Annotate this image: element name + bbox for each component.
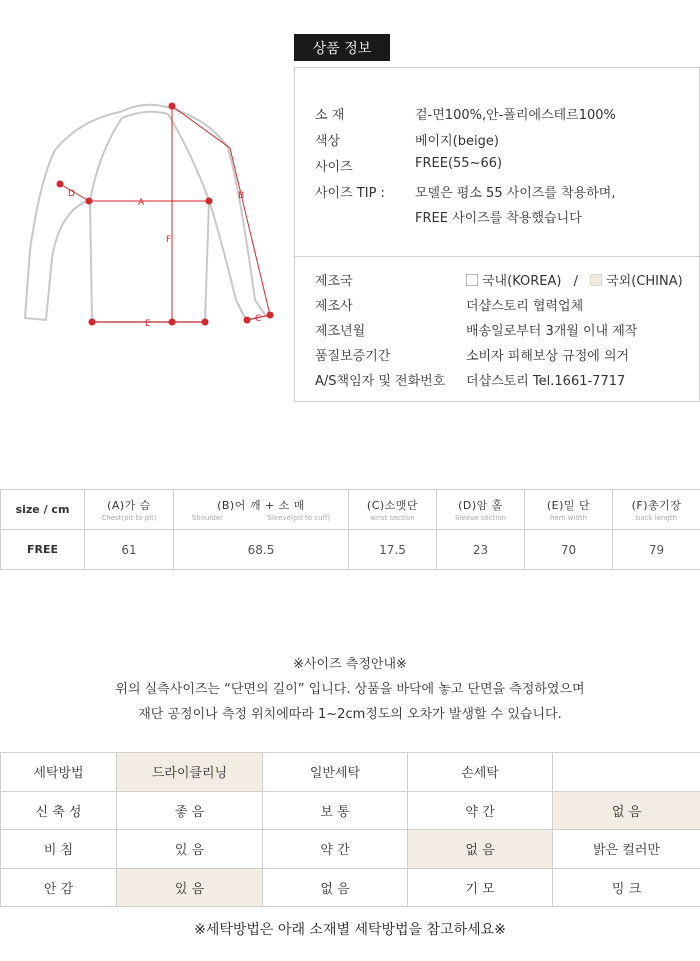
size-table [0,489,700,570]
info-row-size [315,156,689,176]
size-value-armhole: 23 [437,530,525,570]
info-row-color [315,130,689,150]
size-value-shoulder-sleeve: 68.5 [174,530,349,570]
point-e-right [202,319,208,325]
wash-table [0,752,700,907]
label-b: B [238,191,245,201]
wash-cell: 약 간 [408,791,553,830]
info-key: 색상 [315,134,341,149]
info-key: 제조국 [315,274,353,289]
wash-footer-note: ※세탁방법은 아래 소재별 세탁방법을 참고하세요※ [194,922,506,938]
product-info-title: 상품 정보 [294,34,390,61]
info-key: 제조사 [315,299,353,314]
info-key: 품질보증기간 [315,349,391,364]
wash-cell: 보 통 [263,791,408,830]
label-a: A [138,198,145,208]
info-value: 더샵스토리 Tel.1661-7717 [466,374,626,389]
wash-cell: 기 모 [408,868,553,907]
product-info-box [294,67,700,402]
info-row-warranty [315,345,689,365]
origin-korea-checkbox[interactable] [466,274,478,286]
info-key: 소 재 [315,108,345,123]
origin-china-checkbox[interactable] [590,274,602,286]
wash-cell: 있 음 [117,868,263,907]
label-e: E [145,319,151,329]
wash-cell: 좋 음 [117,791,263,830]
info-row-origin [315,270,689,290]
wash-cell: 밍 크 [553,868,700,907]
size-col-shoulder-sleeve: (B)어 깨 + 소 매 Shoulder Sleeve(pit to cuff) [174,490,349,530]
point-a-right [206,198,212,204]
wash-cell: 없 음 [263,868,408,907]
wash-cell: 드라이클리닝 [117,753,263,792]
size-col-chest: (A)가 슴 Chest(pit to pit) [85,490,174,530]
info-value: 모델은 평소 55 사이즈를 착용하며, [415,186,616,201]
size-table-row [1,530,700,570]
label-f: F [166,235,172,245]
info-row-as [315,370,689,390]
size-value-hem: 70 [525,530,613,570]
size-table-header [1,490,700,530]
wash-cell: 밝은 컬러만 [553,830,700,869]
wash-row-label: 신 축 성 [1,791,117,830]
info-row-date [315,320,689,340]
point-e-left [89,319,95,325]
origin-china-label: 국외(CHINA) [606,274,683,289]
size-col-armhole: (D)암 홀 Sleeve section [437,490,525,530]
size-col-wrist: (C)소맷단 wrist section [349,490,437,530]
wash-cell: 있 음 [117,830,263,869]
wash-cell: 없 음 [553,791,700,830]
info-value: 더샵스토리 협력업체 [466,299,584,314]
info-key: A/S책임자 및 전화번호 [315,374,446,389]
size-corner-cell: size / cm [1,490,85,530]
info-value: FREE 사이즈를 착용했습니다 [415,211,582,226]
info-value: FREE(55~66) [415,156,503,171]
wash-cell: 약 간 [263,830,408,869]
info-key: 사이즈 [315,160,353,175]
size-value-wrist: 17.5 [349,530,437,570]
origin-options [466,270,683,289]
wash-cell: 일반세탁 [263,753,408,792]
size-col-hem: (E)밑 단 hem width [525,490,613,530]
origin-korea-label: 국내(KOREA) [482,274,562,289]
size-col-length: (F)총기장 back length [613,490,700,530]
info-divider [295,256,699,257]
point-f-bottom [169,319,175,325]
wash-cell: 없 음 [408,830,553,869]
point-d [57,181,63,187]
size-value-chest: 61 [85,530,174,570]
notice-title: ※사이즈 측정안내※ [293,657,407,672]
wash-row-label: 비 침 [1,830,117,869]
label-d: D [68,189,75,199]
info-row-maker [315,295,689,315]
origin-separator: / [573,274,578,289]
wash-row-stretch [1,791,700,830]
point-c [244,317,250,323]
wash-row-sheer [1,830,700,869]
info-key: 제조년월 [315,324,366,339]
size-value-length: 79 [613,530,700,570]
notice-line-2: 재단 공정이나 측정 위치에따라 1~2cm정도의 오차가 발생할 수 있습니다. [138,707,562,722]
info-value: 소비자 피해보상 규정에 의거 [466,349,630,364]
label-c: C [255,314,262,324]
wash-row-lining [1,868,700,907]
size-notice [0,652,700,727]
garment-outline [25,105,266,322]
wash-row-label: 안 감 [1,868,117,907]
wash-cell: 손세탁 [408,753,553,792]
wash-row-label: 세탁방법 [1,753,117,792]
info-row-size-tip [315,182,689,202]
info-value: 배송일로부터 3개월 이내 제작 [466,324,638,339]
wash-row-method [1,753,700,792]
info-row-size-tip-cont [315,207,689,227]
notice-line-1: 위의 실측사이즈는 “단면의 길이” 입니다. 상품을 바닥에 놓고 단면을 측정하였으며 [115,682,585,697]
wash-cell [553,753,700,792]
size-row-label: FREE [1,530,85,570]
info-row-material [315,104,689,124]
info-value: 겉-면100%,안-폴리에스테르100% [415,108,616,123]
info-key: 사이즈 TIP : [315,186,385,201]
measurement-diagram [0,90,290,350]
info-value: 베이지(beige) [415,134,499,149]
